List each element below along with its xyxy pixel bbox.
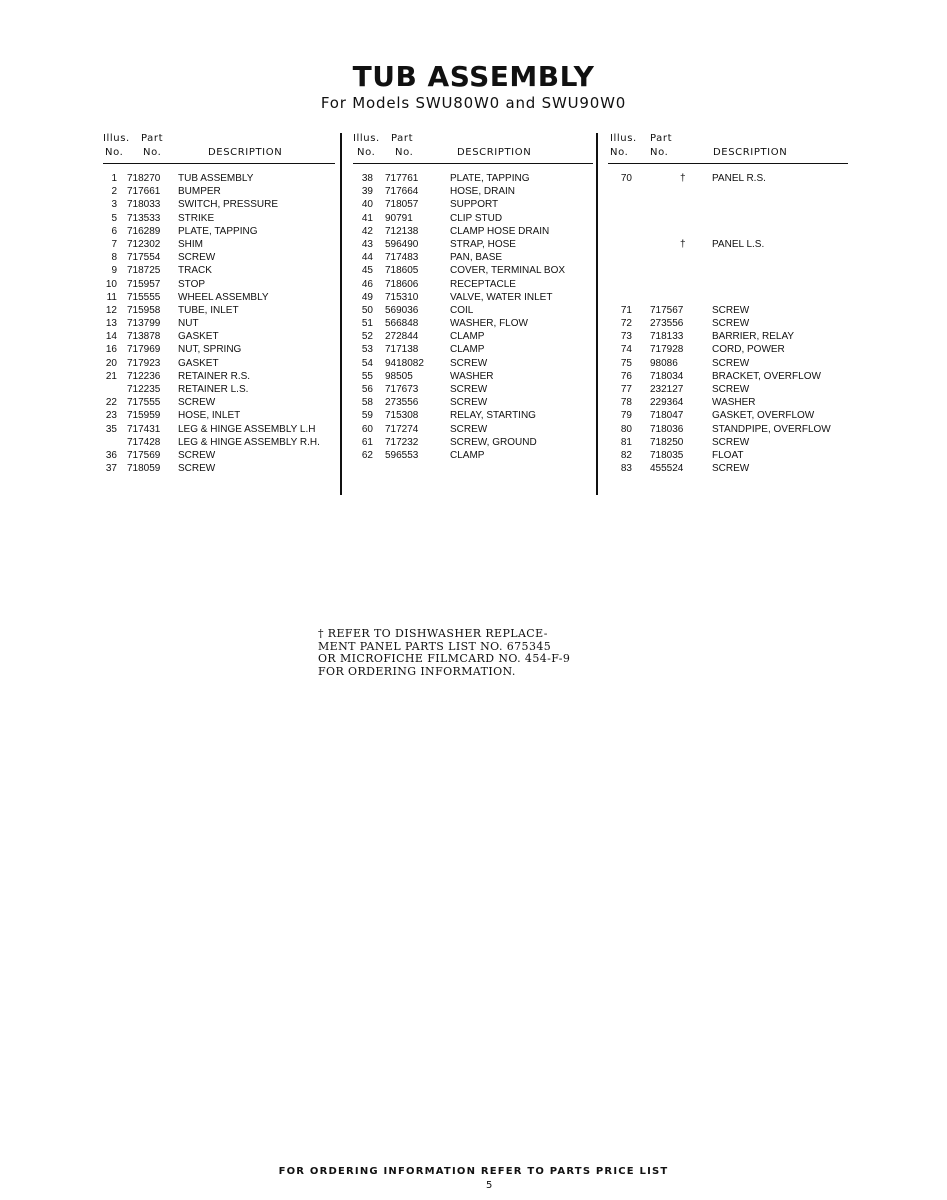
parts-row (608, 172, 848, 185)
parts-row (103, 172, 335, 185)
part-number: 717431 (127, 423, 161, 435)
illus-number: 11 (106, 291, 117, 303)
part-description: HOSE, INLET (178, 410, 241, 422)
part-description: SCREW (178, 397, 216, 409)
part-number: 569036 (385, 304, 419, 316)
part-number: 715308 (385, 410, 419, 422)
parts-row (608, 370, 848, 383)
part-description: TUB ASSEMBLY (178, 173, 254, 184)
part-number: 718605 (385, 265, 419, 277)
illus-number: 80 (620, 423, 632, 435)
part-number: 718047 (650, 410, 684, 422)
part-number: 713799 (127, 318, 161, 330)
header-row-bottom (103, 147, 335, 161)
parts-row (608, 225, 848, 238)
part-number: 98505 (385, 370, 413, 382)
header-description: DESCRIPTION (457, 147, 532, 158)
header-illus: Illus. (103, 133, 130, 144)
part-number: 718034 (650, 370, 684, 382)
part-number: 717664 (385, 186, 419, 198)
parts-row (103, 423, 335, 436)
part-number: 718057 (385, 199, 419, 211)
parts-row (353, 317, 593, 330)
parts-column-1 (103, 133, 335, 475)
part-number: 717138 (385, 344, 419, 356)
header-description: DESCRIPTION (713, 147, 788, 158)
header-part: Part (141, 133, 164, 144)
parts-row (353, 198, 593, 211)
part-number: 717928 (650, 344, 684, 356)
parts-row (353, 370, 593, 383)
parts-row (353, 185, 593, 198)
page-title: TUB ASSEMBLY (352, 60, 595, 93)
parts-row (353, 423, 593, 436)
header-row-bottom (353, 147, 593, 161)
illus-number: 1 (111, 173, 117, 184)
column-divider (340, 133, 342, 495)
parts-row (608, 436, 848, 449)
illus-number: 59 (361, 410, 373, 422)
part-description: SCREW (712, 318, 750, 330)
part-description: PANEL L.S. (712, 238, 765, 250)
part-description: LEG & HINGE ASSEMBLY R.H. (178, 436, 320, 448)
part-number: 717428 (127, 436, 161, 448)
illus-number: 38 (361, 173, 373, 184)
part-number: 718270 (127, 173, 161, 184)
part-number: 718725 (127, 265, 161, 277)
parts-row (353, 264, 593, 277)
part-description: GASKET (178, 331, 219, 343)
illus-number: 82 (620, 449, 632, 461)
part-number: 715959 (127, 410, 161, 422)
header-illus: Illus. (610, 133, 637, 144)
part-number: 273556 (385, 397, 419, 409)
header-no2: No. (395, 147, 414, 158)
header-row-bottom (608, 147, 848, 161)
illus-number: 42 (361, 225, 373, 237)
parts-row (608, 251, 848, 264)
part-description: SHIM (178, 238, 203, 250)
part-number: 566848 (385, 318, 419, 330)
parts-row (608, 423, 848, 436)
parts-row (353, 172, 593, 185)
header-no: No. (105, 147, 124, 158)
illus-number: 36 (105, 449, 117, 461)
part-number: 596490 (385, 238, 419, 250)
illus-number: 56 (361, 384, 373, 395)
parts-row (103, 278, 335, 291)
illus-number: 46 (361, 278, 373, 290)
part-number: 717569 (127, 449, 161, 461)
part-number: 272844 (385, 331, 419, 343)
part-number: 715958 (127, 304, 161, 316)
part-number: 718059 (127, 463, 161, 475)
parts-row (608, 449, 848, 462)
parts-row (103, 264, 335, 277)
part-description: SCREW (712, 357, 750, 369)
illus-number: 21 (105, 370, 117, 382)
illus-number: 5 (111, 212, 117, 224)
illus-number: 3 (111, 199, 117, 211)
header-illus: Illus. (353, 133, 380, 144)
illus-number: 12 (105, 304, 117, 316)
parts-row (608, 212, 848, 225)
parts-row (353, 357, 593, 370)
part-number: 715310 (385, 291, 419, 303)
header-row-top (103, 133, 335, 147)
footnote (318, 628, 618, 678)
part-description: CLAMP (450, 331, 485, 343)
illus-number: 43 (361, 238, 373, 250)
parts-row (353, 251, 593, 264)
parts-row (608, 343, 848, 356)
part-number: 718033 (127, 199, 161, 211)
part-description: SCREW (178, 463, 216, 475)
illus-number: 35 (105, 423, 117, 435)
parts-column-2 (353, 133, 593, 462)
footnote-line: FOR ORDERING INFORMATION. (318, 664, 516, 678)
parts-row (103, 238, 335, 251)
illus-number: 55 (361, 370, 373, 382)
illus-number: 13 (105, 318, 117, 330)
parts-row (353, 396, 593, 409)
part-number: 718250 (650, 436, 684, 448)
illus-number: 62 (361, 449, 373, 461)
illus-number: 83 (620, 463, 632, 475)
illus-number: 23 (105, 410, 117, 422)
part-number: 596553 (385, 449, 419, 461)
illus-number: 10 (105, 278, 117, 290)
header-underline (608, 163, 848, 164)
part-description: STRIKE (178, 212, 215, 224)
part-description: CLAMP (450, 344, 485, 356)
parts-row (103, 409, 335, 422)
part-number: 717554 (127, 252, 161, 264)
part-number: 717661 (127, 186, 161, 198)
illus-number: 2 (111, 186, 117, 198)
illus-number: 75 (620, 357, 632, 369)
part-description: STOP (178, 278, 206, 290)
part-description: SCREW (712, 304, 750, 316)
part-number: † (680, 238, 686, 250)
part-number: † (680, 173, 686, 184)
parts-row (353, 291, 593, 304)
part-description: PLATE, TAPPING (450, 173, 530, 184)
parts-row (353, 225, 593, 238)
part-description: TUBE, INLET (178, 304, 239, 316)
part-description: PLATE, TAPPING (178, 225, 258, 237)
parts-row (353, 409, 593, 422)
part-number: 712235 (127, 384, 161, 395)
parts-row (608, 357, 848, 370)
part-description: SCREW (450, 384, 488, 395)
parts-row (353, 238, 593, 251)
part-number: 717555 (127, 397, 161, 409)
part-description: SCREW (450, 423, 488, 435)
part-number: 232127 (650, 384, 684, 395)
part-number: 229364 (650, 397, 684, 409)
parts-row (103, 357, 335, 370)
header-description: DESCRIPTION (208, 147, 283, 158)
parts-row (103, 198, 335, 211)
parts-row (103, 436, 335, 449)
parts-row (608, 238, 848, 251)
part-description: PANEL R.S. (712, 173, 766, 184)
illus-number: 40 (361, 199, 373, 211)
part-description: SCREW (450, 397, 488, 409)
illus-number: 79 (620, 410, 632, 422)
illus-number: 61 (361, 436, 373, 448)
parts-row (608, 317, 848, 330)
part-description: CLAMP (450, 449, 485, 461)
illus-number: 6 (111, 225, 117, 237)
illus-number: 44 (361, 252, 373, 264)
part-number: 90791 (385, 212, 413, 224)
header-part: Part (650, 133, 673, 144)
part-description: RECEPTACLE (450, 278, 516, 290)
part-number: 717923 (127, 357, 161, 369)
parts-row (353, 278, 593, 291)
header-no: No. (610, 147, 629, 158)
parts-row (103, 462, 335, 475)
page-number: 5 (486, 1180, 493, 1191)
parts-list (353, 172, 593, 462)
part-number: 715957 (127, 278, 161, 290)
illus-number: 37 (105, 463, 117, 475)
part-description: GASKET (178, 357, 219, 369)
part-number: 712138 (385, 225, 419, 237)
illus-number: 41 (361, 212, 373, 224)
illus-number: 7 (111, 238, 117, 250)
parts-row (353, 343, 593, 356)
part-description: SCREW (712, 463, 750, 475)
parts-row (103, 396, 335, 409)
part-description: CLAMP HOSE DRAIN (450, 225, 550, 237)
header-no2: No. (650, 147, 669, 158)
part-description: SCREW (178, 252, 216, 264)
illus-number: 53 (361, 344, 373, 356)
part-description: COVER, TERMINAL BOX (450, 265, 566, 277)
header-no: No. (357, 147, 376, 158)
parts-row (608, 383, 848, 396)
part-description: SCREW, GROUND (450, 436, 537, 448)
parts-row (608, 396, 848, 409)
parts-row (353, 449, 593, 462)
header-underline (103, 163, 335, 164)
parts-row (353, 304, 593, 317)
parts-row (608, 304, 848, 317)
parts-row (103, 330, 335, 343)
illus-number: 22 (105, 397, 117, 409)
parts-row (353, 212, 593, 225)
part-description: FLOAT (712, 449, 744, 461)
part-number: 712302 (127, 238, 161, 250)
parts-list (608, 172, 848, 475)
part-description: RETAINER R.S. (178, 370, 251, 382)
part-description: GASKET, OVERFLOW (712, 410, 815, 422)
part-number: 715555 (127, 291, 161, 303)
illus-number: 52 (361, 331, 373, 343)
part-description: SWITCH, PRESSURE (178, 199, 279, 211)
part-description: STANDPIPE, OVERFLOW (712, 423, 831, 435)
part-description: RETAINER L.S. (178, 384, 249, 395)
parts-row (103, 317, 335, 330)
illus-number: 39 (361, 186, 373, 198)
part-description: NUT (178, 318, 199, 330)
illus-number: 76 (620, 370, 632, 382)
parts-row (608, 264, 848, 277)
part-description: WASHER, FLOW (450, 318, 528, 330)
part-number: 718606 (385, 278, 419, 290)
illus-number: 20 (105, 357, 117, 369)
illus-number: 9 (111, 265, 117, 277)
part-description: BARRIER, RELAY (712, 331, 795, 343)
header-no2: No. (143, 147, 162, 158)
column-divider (596, 133, 598, 495)
part-number: 716289 (127, 225, 161, 237)
illus-number: 51 (361, 318, 373, 330)
parts-row (353, 383, 593, 396)
part-description: TRACK (178, 265, 212, 277)
illus-number: 45 (361, 265, 373, 277)
part-description: WASHER (712, 397, 756, 409)
parts-row (103, 225, 335, 238)
part-number: 717232 (385, 436, 419, 448)
illus-number: 71 (620, 304, 632, 316)
part-description: PAN, BASE (450, 252, 503, 264)
illus-number: 74 (620, 344, 632, 356)
part-number: 718133 (650, 331, 684, 343)
parts-row (103, 291, 335, 304)
parts-list (103, 172, 335, 475)
parts-row (103, 449, 335, 462)
illus-number: 54 (361, 357, 373, 369)
part-number: 9418082 (385, 357, 424, 369)
footer-note: FOR ORDERING INFORMATION REFER TO PARTS PRICE LIST (278, 1166, 669, 1177)
illus-number: 16 (105, 344, 117, 356)
part-description: BRACKET, OVERFLOW (712, 370, 821, 382)
part-number: 717567 (650, 304, 684, 316)
parts-row (353, 436, 593, 449)
part-description: SCREW (712, 384, 750, 395)
part-number: 273556 (650, 318, 684, 330)
page-subtitle: For Models SWU80W0 and SWU90W0 (320, 94, 627, 112)
part-number: 717673 (385, 384, 419, 395)
part-number: 718035 (650, 449, 684, 461)
part-description: COIL (450, 304, 474, 316)
parts-row (103, 343, 335, 356)
parts-row (608, 291, 848, 304)
part-number: 713533 (127, 212, 161, 224)
part-number: 717761 (385, 173, 419, 184)
header-row-top (608, 133, 848, 147)
illus-number: 77 (620, 384, 632, 395)
part-number: 455524 (650, 463, 684, 475)
part-description: WASHER (450, 370, 494, 382)
footnote-line: OR MICROFICHE FILMCARD NO. 454-F-9 (318, 652, 571, 665)
parts-row (608, 278, 848, 291)
illus-number: 60 (361, 423, 373, 435)
parts-row (608, 198, 848, 211)
part-description: BUMPER (178, 186, 221, 198)
part-description: SCREW (178, 449, 216, 461)
part-number: 712236 (127, 370, 161, 382)
parts-row (103, 212, 335, 225)
part-number: 717483 (385, 252, 419, 264)
parts-column-3 (608, 133, 848, 475)
illus-number: 58 (361, 397, 373, 409)
parts-row (103, 304, 335, 317)
part-number: 717969 (127, 344, 161, 356)
parts-row (608, 330, 848, 343)
part-description: VALVE, WATER INLET (450, 291, 553, 303)
part-description: SCREW (712, 436, 750, 448)
parts-row (103, 185, 335, 198)
illus-number: 49 (361, 291, 373, 303)
part-description: SCREW (450, 357, 488, 369)
part-description: NUT, SPRING (178, 344, 242, 356)
illus-number: 14 (105, 331, 117, 343)
illus-number: 78 (620, 397, 632, 409)
header-row-top (353, 133, 593, 147)
part-number: 98086 (650, 357, 678, 369)
parts-row (103, 383, 335, 396)
part-description: LEG & HINGE ASSEMBLY L.H (178, 423, 316, 435)
parts-row (608, 409, 848, 422)
parts-row (608, 462, 848, 475)
part-description: CLIP STUD (450, 212, 503, 224)
part-description: WHEEL ASSEMBLY (178, 291, 269, 303)
header-underline (353, 163, 593, 164)
illus-number: 8 (111, 252, 117, 264)
illus-number: 81 (620, 436, 632, 448)
illus-number: 70 (620, 173, 632, 184)
footnote-line: MENT PANEL PARTS LIST NO. 675345 (318, 639, 552, 653)
part-description: STRAP, HOSE (450, 238, 516, 250)
parts-row (353, 330, 593, 343)
header-part: Part (391, 133, 414, 144)
part-number: 718036 (650, 423, 684, 435)
illus-number: 50 (361, 304, 373, 316)
part-description: CORD, POWER (712, 344, 785, 356)
parts-row (103, 251, 335, 264)
illus-number: 73 (620, 331, 632, 343)
parts-row (103, 370, 335, 383)
part-description: HOSE, DRAIN (450, 186, 516, 198)
part-description: SUPPORT (450, 199, 499, 211)
parts-row (608, 185, 848, 198)
illus-number: 72 (620, 318, 632, 330)
part-description: RELAY, STARTING (450, 410, 536, 422)
part-number: 717274 (385, 423, 419, 435)
part-number: 713878 (127, 331, 161, 343)
footnote-line: † REFER TO DISHWASHER REPLACE- (318, 627, 548, 640)
